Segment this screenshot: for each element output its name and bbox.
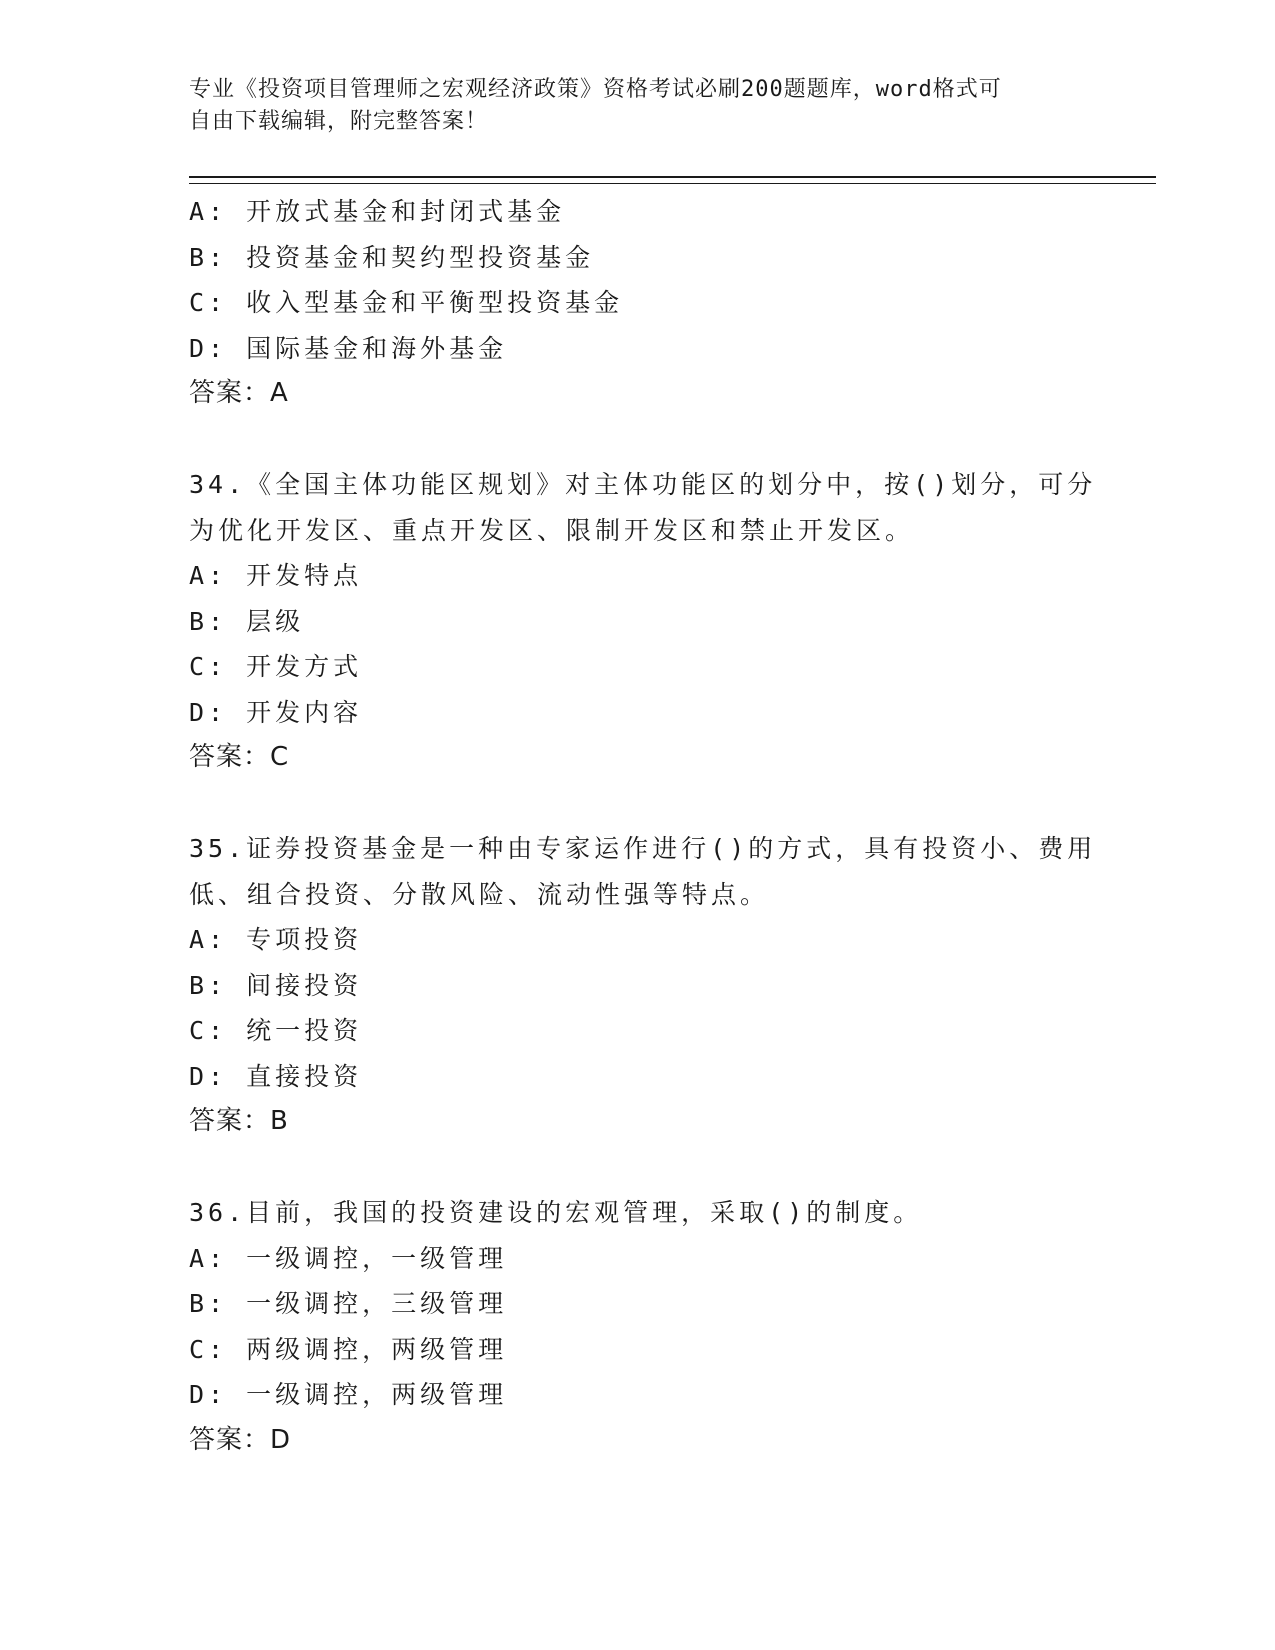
question-stem-line-2: 为优化开发区、重点开发区、限制开发区和禁止开发区。 xyxy=(189,515,915,545)
question-stem-line-2: 低、组合投资、分散风险、流动性强等特点。 xyxy=(189,879,770,909)
option-a: A: 开发特点 xyxy=(189,561,363,590)
question-34 xyxy=(189,462,1129,781)
option-b: B: 一级调控，三级管理 xyxy=(189,1289,508,1318)
option-d: D: 国际基金和海外基金 xyxy=(189,333,508,363)
question-35 xyxy=(189,826,1129,1145)
header-line-1: 专业《投资项目管理师之宏观经济政策》资格考试必刷200题题库，word格式可 xyxy=(189,77,1002,102)
header-divider-thin xyxy=(189,183,1156,184)
question-36 xyxy=(189,1190,1129,1463)
option-d: D: 开发内容 xyxy=(189,697,363,727)
option-c: C: 统一投资 xyxy=(189,1016,363,1045)
question-spacer xyxy=(189,781,1129,827)
question-33 xyxy=(189,189,1129,417)
option-c: C: 收入型基金和平衡型投资基金 xyxy=(189,288,624,317)
option-a: A: 开放式基金和封闭式基金 xyxy=(189,197,566,226)
header-divider-thick xyxy=(189,176,1156,178)
answer-label: 答案：A xyxy=(189,378,289,408)
option-d: D: 直接投资 xyxy=(189,1061,363,1091)
option-d: D: 一级调控，两级管理 xyxy=(189,1380,508,1409)
option-a: A: 一级调控，一级管理 xyxy=(189,1243,508,1273)
option-c: C: 两级调控，两级管理 xyxy=(189,1334,508,1364)
question-stem-line-1: 35.证券投资基金是一种由专家运作进行()的方式，具有投资小、费用 xyxy=(189,834,1097,863)
answer-label: 答案：C xyxy=(189,742,290,772)
question-list xyxy=(189,189,1129,1463)
document-header xyxy=(189,74,1089,138)
option-b: B: 间接投资 xyxy=(189,970,363,1000)
option-c: C: 开发方式 xyxy=(189,652,363,681)
option-a: A: 专项投资 xyxy=(189,925,363,954)
question-spacer xyxy=(189,417,1129,463)
question-stem-line-1: 36.目前，我国的投资建设的宏观管理，采取()的制度。 xyxy=(189,1198,923,1227)
question-spacer xyxy=(189,1145,1129,1191)
option-b: B: 投资基金和契约型投资基金 xyxy=(189,242,595,272)
option-b: B: 层级 xyxy=(189,606,305,636)
question-stem-line-1: 34.《全国主体功能区规划》对主体功能区的划分中，按()划分，可分 xyxy=(189,470,1097,499)
answer-label: 答案：D xyxy=(189,1424,292,1455)
answer-label: 答案：B xyxy=(189,1106,289,1136)
header-line-2: 自由下载编辑，附完整答案！ xyxy=(189,109,489,134)
